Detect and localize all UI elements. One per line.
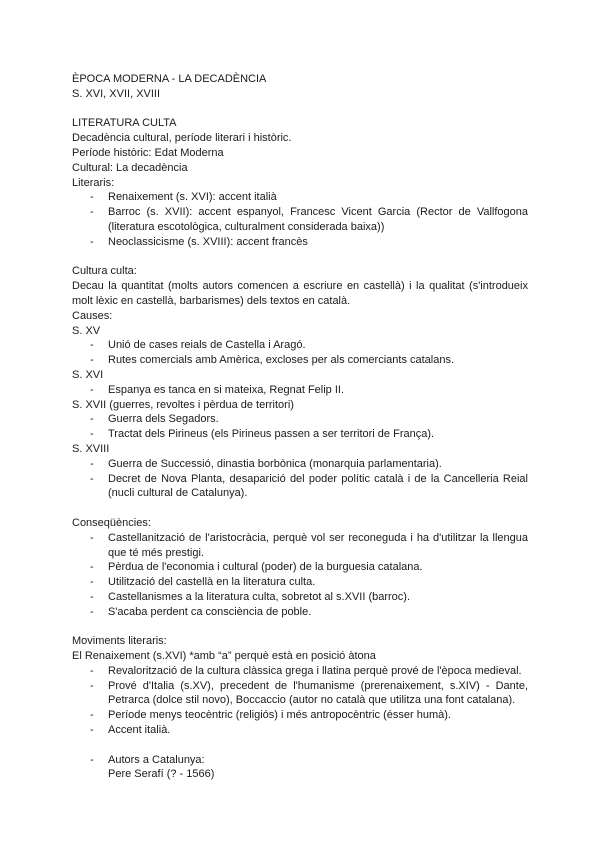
dash-bullet: -	[90, 753, 94, 766]
list-item: - Utilització del castellà en la literatura culta.	[90, 576, 316, 589]
text-line: Decadència cultural, període literari i històric.	[72, 132, 292, 145]
spacer	[72, 501, 528, 516]
dash-bullet: -	[90, 413, 94, 426]
dash-bullet: -	[90, 531, 94, 544]
author-line: Pere Serafí (? - 1566)	[108, 768, 215, 781]
dash-bullet: -	[90, 709, 94, 722]
dash-bullet: -	[90, 428, 94, 441]
dash-bullet: -	[90, 472, 94, 485]
dash-bullet: -	[90, 457, 94, 470]
spacer	[72, 250, 528, 265]
century-label: S. XVIII	[72, 442, 110, 455]
list-item: - Castellanismes a la literatura culta, sobretot al s.XVII (barroc).	[90, 590, 411, 603]
doc-title: ÈPOCA MODERNA - LA DECADÈNCIA	[72, 73, 267, 85]
text-line: Literaris:	[72, 176, 115, 189]
dash-bullet: -	[90, 561, 94, 574]
list-item: - Decret de Nova Planta, desaparició del poder polític català i de la Cancelleria Reial (nucli cultural de Catalunya).	[90, 472, 528, 500]
text-line: Període històric: Edat Moderna	[72, 146, 224, 159]
dash-bullet: -	[90, 576, 94, 589]
list-item: - Tractat dels Pirineus (els Pirineus passen a ser territori de França).	[90, 428, 435, 441]
section-heading-literatura-culta: LITERATURA CULTA	[72, 117, 177, 130]
list-item: - Unió de cases reials de Castella i Aragó.	[90, 339, 306, 352]
dash-bullet: -	[90, 383, 94, 396]
dash-bullet: -	[90, 664, 94, 677]
list-item: - Guerra de Successió, dinastia borbònica (monarquia parlamentaria).	[90, 457, 442, 470]
century-label: S. XVII (guerres, revoltes i pèrdua de territori)	[72, 398, 294, 411]
dash-bullet: -	[90, 191, 94, 204]
renaixement-line: El Renaixement (s.XVI) *amb “a” perquè està en posició àtona	[72, 650, 376, 663]
dash-bullet: -	[90, 605, 94, 618]
century-label: S. XVI	[72, 368, 104, 381]
list-item: - Barroc (s. XVII): accent espanyol, Francesc Vicent Garcia (Rector de Vallfogona (literatura escotològica, culturalment considerada baixa))	[90, 206, 528, 233]
list-item: - Prové d'Italia (s.XV), precedent de l'humanisme (prerenaixement, s.XIV) - Dante, Petrarca (dolce stil novo), Boccaccio (autor no català que utilitza una font catalana).	[90, 679, 528, 707]
dash-bullet: -	[90, 724, 94, 737]
list-item: - Espanya es tanca en si mateixa, Regnat Felip II.	[90, 383, 345, 396]
list-item: - Rutes comercials amb Amèrica, excloses per als comerciants catalans.	[90, 354, 455, 367]
dash-bullet: -	[90, 339, 94, 352]
dash-bullet: -	[90, 235, 94, 248]
section-heading-moviments: Moviments literaris:	[72, 635, 167, 648]
dash-bullet: -	[90, 354, 94, 367]
list-item: - Renaixement (s. XVI): accent italià	[90, 191, 277, 204]
document-page	[72, 72, 528, 782]
text-line: Cultural: La decadència	[72, 161, 188, 174]
list-item: - Castellanització de l'aristocràcia, perquè vol ser reconeguda i ha d'utilitzar la llengua que té més prestigi.	[90, 531, 528, 559]
list-item: - Neoclassicisme (s. XVIII): accent francès	[90, 235, 308, 248]
paragraph: Decau la quantitat (molts autors comencen a escriure en castellà) i la qualitat (s'introdueix molt lèxic en castellà, barbarismes) dels textos en català.	[72, 280, 528, 307]
centuries-line: S. XVI, XVII, XVIII	[72, 87, 161, 100]
century-label: S. XV	[72, 324, 101, 337]
list-item: - Pèrdua de l'economia i cultural (poder) de la burguesia catalana.	[90, 561, 423, 574]
dash-bullet: -	[90, 679, 94, 692]
spacer	[72, 102, 528, 117]
dash-bullet: -	[90, 590, 94, 603]
list-item: - Guerra dels Segadors.	[90, 413, 219, 426]
list-item: - Autors a Catalunya:	[90, 753, 205, 766]
list-item: - Accent italià.	[90, 724, 171, 737]
section-heading-consequencies: Conseqüències:	[72, 516, 151, 529]
spacer	[72, 738, 528, 753]
causes-label: Causes:	[72, 309, 113, 322]
list-item: - S'acaba perdent ca consciència de poble.	[90, 605, 312, 618]
spacer	[72, 619, 528, 634]
list-item: - Revalorització de la cultura clàssica grega i llatina perquè prové de l'època medieval.	[90, 664, 522, 677]
section-heading-cultura-culta: Cultura culta:	[72, 265, 137, 278]
dash-bullet: -	[90, 206, 94, 219]
list-item: - Període menys teocèntric (religiós) i més antropocèntric (ésser humà).	[90, 709, 451, 722]
